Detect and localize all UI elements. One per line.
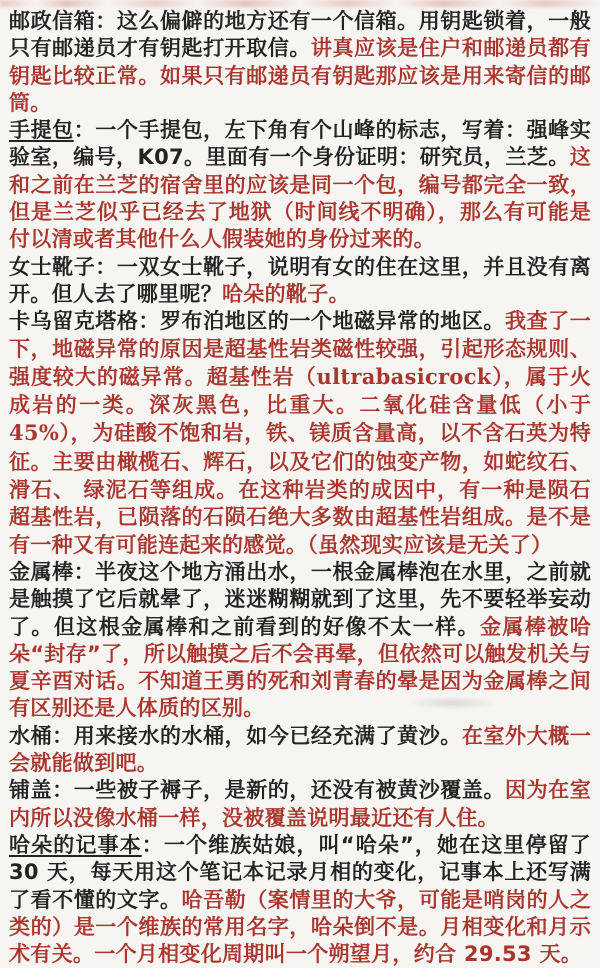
text-segment-red: 哈吾勒（案情里的大爷，可能是哨岗的人之类的）是一个维族的常用名字，哈朵倒不是。月相变化和月示术有关。一个月相变化周期叫一个朔望月，约合 29.53 天。 bbox=[9, 887, 591, 967]
entry-term: 铺盖 bbox=[9, 778, 53, 803]
entry-3 bbox=[9, 254, 591, 309]
text-segment-black: 用来接水的水桶，如今已经充满了黄沙。 bbox=[73, 723, 462, 748]
text-segment-black: 一双女士靴子，说明有女的住在这里，并且没有离开。但人去了哪里呢？ bbox=[9, 254, 591, 306]
text-segment-black: 一些被子褥子，是新的，还没有被黄沙覆盖。 bbox=[73, 778, 506, 803]
text-segment-red: 我查了一下，地磁异常的原因是超基性岩类磁性较强，引起形态规则、强度较大的磁异常。超 bbox=[9, 309, 591, 389]
entry-term-colon: ： bbox=[138, 309, 160, 334]
text-segment-red: 讲真应该是住户和邮递员都有钥匙比较正常。如果只有邮递员有钥匙那应该是用来寄信的邮筒。 bbox=[9, 36, 592, 115]
entry-term: 水桶 bbox=[9, 723, 53, 748]
text-segment-red: 哈朵的靴子。 bbox=[222, 281, 350, 306]
text-segment-red: 金属棒被哈朵“封存”了，所以触摸之后不会再晕，但依然可以触发机关与夏辛酉对话。不知道王勇的死和刘青春的晕是因为金属棒之间有区别还是人体质的区别。 bbox=[9, 614, 592, 721]
entry-8 bbox=[9, 832, 591, 968]
entry-5 bbox=[9, 559, 591, 723]
entry-term-colon: ： bbox=[73, 559, 96, 584]
entry-term: 手提包 bbox=[9, 118, 74, 143]
text-segment-red: 因为在室内所以没像水桶一样，没被覆盖说明最近还有人住。 bbox=[9, 778, 592, 830]
entry-7 bbox=[9, 777, 591, 832]
text-segment-black: 一个维族姑娘，叫“哈朵”，她在这里停留了 30 天，每天用这个笔记本记录月相的变化，记事本上还写满了看不懂的文字。 bbox=[9, 832, 591, 912]
entry-term-colon: ： bbox=[52, 723, 74, 748]
entry-1 bbox=[9, 8, 591, 117]
entry-term: 女士靴子 bbox=[9, 254, 96, 279]
entry-4 bbox=[9, 308, 591, 559]
text-segment-red: 在这种岩类的成因中，有一种是陨石超基性岩，已陨落的石陨石绝大多数由超基性岩组成。是不是有一种又有可能连起来的感觉。（虽然现实应该是无关了） bbox=[9, 478, 591, 557]
text-segment-red: 这和之前在兰芝的宿舍里的应该是同一个包，编号都完全一致，但是兰芝似乎已经去了地狱（时间线不明确），那么有可能是付以清或者其他什么人假装她的身份过来的。 bbox=[9, 145, 591, 252]
entry-term-colon: ： bbox=[52, 778, 74, 803]
text-segment-red: 在室外大概一会就能做到吧。 bbox=[9, 723, 591, 776]
entry-term: 哈朵的记事本 bbox=[9, 832, 142, 857]
entry-term-colon: ： bbox=[141, 832, 164, 857]
text-segment-black: 一个手提包，左下角有个山峰的标志，写着：强峰实验室，编号，K07。里面有一个身份证明：研究员，兰芝。 bbox=[9, 118, 591, 170]
faint-watermark-smudge bbox=[408, 696, 498, 710]
entry-term: 金属棒 bbox=[9, 559, 74, 584]
entry-2 bbox=[9, 117, 591, 253]
entry-term-colon: ： bbox=[73, 118, 96, 143]
entry-term-colon: ： bbox=[95, 254, 117, 279]
text-segment-black: 这么偏僻的地方还有一个信箱。用钥匙锁着，一般只有邮递员才有钥匙打开取信。 bbox=[9, 9, 591, 61]
entry-term-colon: ： bbox=[95, 9, 117, 33]
entry-term: 卡乌留克塔格 bbox=[9, 309, 139, 334]
entry-term: 邮政信箱 bbox=[9, 9, 96, 33]
entry-6 bbox=[9, 723, 591, 778]
text-segment-black: 半夜这个地方涌出水，一根金属棒泡在水里，之前就是触摸了它后就晕了，迷迷糊糊就到了这里，先不要轻举妄动了。但这根金属棒和之前看到的好像不太一样。 bbox=[9, 559, 591, 639]
text-segment-black: 罗布泊地区的一个地磁异常的地区。 bbox=[159, 309, 505, 334]
text-segment-red: 基性岩（ultrabasicrock），属于火成岩的一类。深灰黑色，比重大。二氧化硅含量低（小于 45%），为硅酸不饱和岩，铁、镁质含量高，以不含石英为特征。主要由橄榄石、辉石，以及它们的蚀变产物，如蛇纹石、滑石、 绿泥石等组成。 bbox=[9, 363, 591, 503]
